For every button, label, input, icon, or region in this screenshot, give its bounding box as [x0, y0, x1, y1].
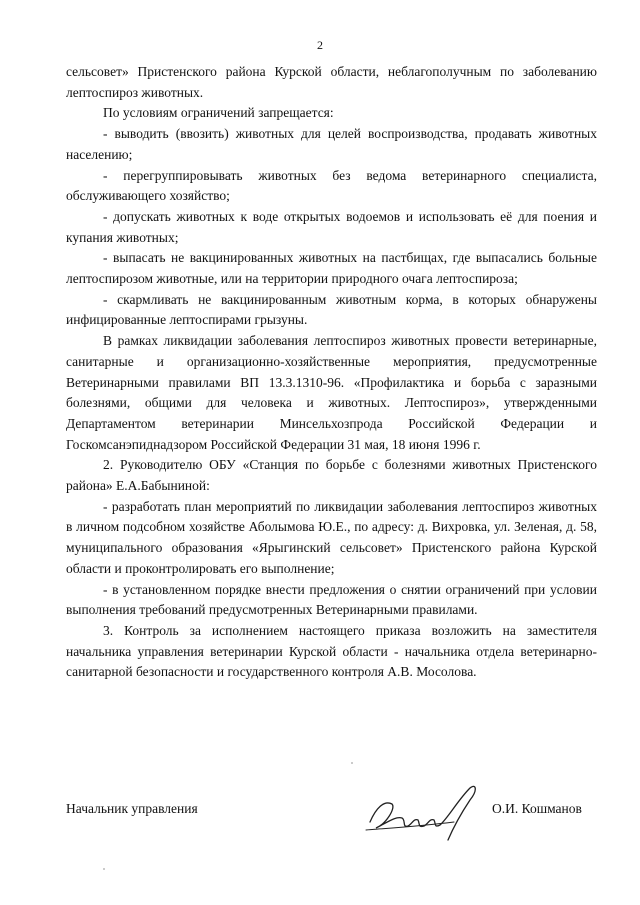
restriction-item-grazing: - выпасать не вакцинированных животных на пастбищах, где выпасались больные лептоспирозом животные, или на территории природного очага лептоспироза;	[66, 250, 597, 287]
scan-speck	[351, 762, 353, 764]
scan-speck	[103, 868, 105, 870]
paragraph-item-2: 2. Руководителю ОБУ «Станция по борьбе с болезнями животных Пристенского района» Е.А.Бабыниной:	[66, 457, 597, 494]
handwritten-signature	[362, 778, 482, 844]
paragraph-continuation: сельсовет» Пристенского района Курской области, неблагополучным по заболеванию лептоспироз животных.	[66, 64, 597, 100]
signatory-title: Начальник управления	[66, 801, 198, 816]
restriction-item-water: - допускать животных к воде открытых водоемов и использовать её для поения и купания животных;	[66, 208, 597, 245]
document-body	[66, 62, 597, 683]
paragraph-measures: В рамках ликвидации заболевания лептоспироз животных провести ветеринарные, санитарные и организационно-хозяйственные мероприятия, предусмотренные Ветеринарными правилами ВП 13.3.1310-96. «Профилактика и борьба с заразными болезнями, общими для человека и животных. Лептоспироз», утвержденными Департаментом ветеринарии Минсельхозпрода Российской Федерации и Госкомсанэпиднадзором Российской Федерации 31 мая, 18 июня 1996 г.	[66, 333, 597, 452]
instruction-item-plan: - разработать план мероприятий по ликвидации заболевания лептоспироз животных в личном подсобном хозяйстве Аболымова Ю.Е., по адресу: д. Вихровка, ул. Зеленая, д. 58, муниципального образования «Ярыгинский сельсовет» Пристенского района Курской области и проконтролировать его выполнение;	[66, 498, 597, 576]
restriction-item-regrouping: - перегруппировывать животных без ведома ветеринарного специалиста, обслуживающего хозяйство;	[66, 167, 597, 204]
signatory-name: О.И. Кошманов	[492, 801, 582, 816]
restriction-item-feed: - скармливать не вакцинированным животным корма, в которых обнаружены инфицированные лептоспирами грызуны.	[66, 291, 597, 328]
instruction-item-proposals: - в установленном порядке внести предложения о снятии ограничений при условии выполнения требований предусмотренных Ветеринарными правилами.	[66, 581, 597, 618]
page-number: 2	[317, 38, 323, 52]
paragraph-restrictions-intro: По условиям ограничений запрещается:	[103, 105, 334, 121]
restriction-item-export: - выводить (ввозить) животных для целей воспроизводства, продавать животных населению;	[66, 126, 597, 162]
paragraph-item-3: 3. Контроль за исполнением настоящего приказа возложить на заместителя начальника управления ветеринарии Курской области - начальника отдела ветеринарно-санитарной безопасности и государственного контроля А.В. Мосолова.	[66, 622, 597, 680]
